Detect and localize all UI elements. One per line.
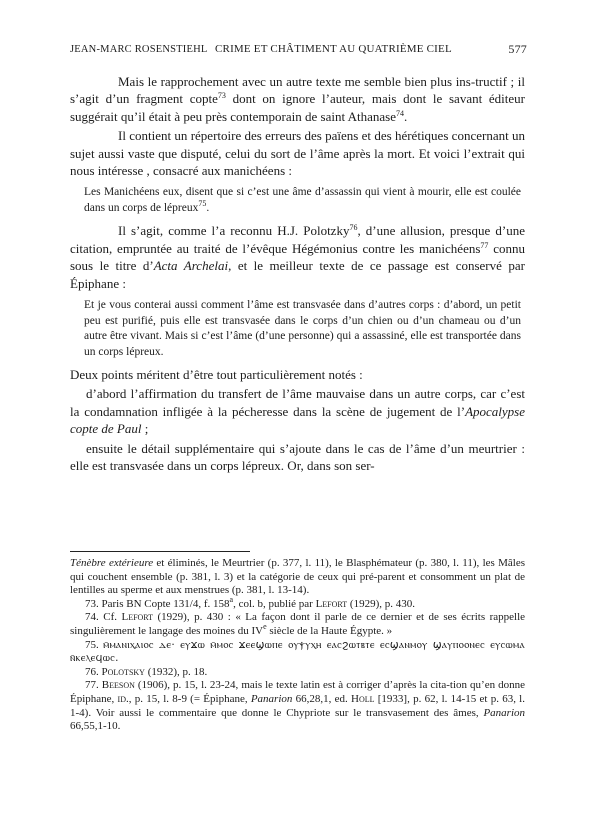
italic-title: Apocalypse copte de Paul: [70, 403, 525, 437]
text: , p. 15, l. 8-9 (= Épiphane,: [128, 692, 251, 705]
footnote-76: [70, 666, 525, 680]
text: d’abord l’affirmation du transfert de l’âme mauvaise dans un autre corps, car c’est la condamnation infligée à la pécheresse dans la scène de jugement de l’: [70, 386, 525, 419]
text: (1929), p. 430.: [347, 597, 415, 610]
footnote-77: [70, 679, 525, 733]
text: , col. b, publié par: [233, 597, 316, 610]
text: .: [206, 201, 210, 214]
text: dont on ignore l’auteur, mais dont le savant éditeur suggérait qu’il était à peu près contemporain de saint Athanase: [70, 91, 525, 124]
coptic-text: ⲙ̄ⲙⲁⲛⲓⲭⲁⲓⲟⲥ ⲇⲉ· ⲉⲩϫⲱ ⲙ̄ⲙⲟⲥ ϫⲉⲉϣⲱⲡⲉ ⲟⲩⲯⲩⲭⲏ ⲉⲁⲥϩⲱⲧⲃⲧⲉ ⲉⲥϣⲁⲛⲙⲟⲩ ϣⲁⲩⲡⲟⲟⲛⲉⲥ ⲉⲩⲥⲱⲙⲁ ⲛ̄ⲕⲉⲗⲉϥⲱⲥ.: [70, 638, 525, 665]
footnote-continuation: [70, 557, 525, 598]
superscript: e: [263, 621, 267, 631]
author-name: Beeson: [101, 679, 135, 692]
footnote-75: [70, 639, 525, 666]
footnote-ref[interactable]: 77: [480, 240, 489, 250]
text: 75.: [85, 638, 104, 651]
paragraph: Il contient un répertoire des erreurs des païens et des hérétiques concernant un sujet aussi vaste que disputé, celui du sort de l’âme après la mort. Et voici l’extrait qui nous intéresse , consacré aux manichéens :: [70, 128, 525, 179]
author-name: id.: [117, 692, 129, 705]
text: [1933], p. 62, l. 14-15 et p. 63, l. 1-4). Voir aussi le commentaire que donne le Chypriote sur le transvasement des âmes,: [70, 692, 525, 719]
author-name: Lefort: [121, 611, 154, 624]
footnote-73: [70, 594, 525, 612]
text: , d’une allusion, presque d’une citation, empruntée au traité de l’évêque Hégémonius contre les manichéens: [70, 223, 525, 256]
text: (1906), p. 15, l. 23-24, mais le texte latin est à corriger d’après la cita-tion qu’en donne Épiphane,: [70, 679, 525, 705]
paragraph: [70, 385, 525, 437]
footnote-ref[interactable]: 73: [217, 91, 226, 101]
text: .: [403, 108, 408, 124]
text: ;: [141, 421, 149, 437]
text: , et le meilleur texte de ce passage est conservé par Épiphane :: [70, 258, 525, 291]
italic-title: Panarion: [483, 706, 525, 719]
italic-title: Ténèbre extérieure: [70, 557, 154, 569]
footnote-ref[interactable]: 74: [395, 108, 404, 118]
text: connu sous le titre d’: [70, 240, 525, 274]
footnotes: [70, 557, 525, 734]
text: Les Manichéens eux, disent que si c’est une âme d’assassin qui vient à mourir, elle est coulée dans un corps de lépreux: [84, 186, 521, 214]
footnote-ref[interactable]: 76: [349, 223, 358, 233]
text: 74. Cf.: [85, 611, 122, 624]
text: 66,28,1, ed.: [292, 692, 352, 705]
running-header-title: CRIME ET CHÂTIMENT AU QUATRIÈME CIEL: [215, 43, 452, 55]
footnote-ref[interactable]: 75: [198, 198, 207, 208]
main-text: [70, 73, 525, 475]
text: (1929), p. 430 : « La façon dont il parle de ce dernier et de ses écrits rappelle singulièrement le langage des moines du IV: [70, 611, 526, 637]
text: Mais le rapprochement avec un autre texte me semble bien plus ins-tructif ; il s’agit d’un fragment copte: [70, 74, 525, 107]
text: 66,55,1-10.: [70, 720, 121, 733]
paragraph: Deux points méritent d’être tout particulièrement notés :: [70, 367, 363, 383]
text: 73. Paris BN Copte 131/4, f. 158: [85, 597, 230, 610]
paragraph: ensuite le détail supplémentaire qui s’ajoute dans le cas de l’âme d’un meurtrier : elle est transvasée dans un corps lépreux. Or, dans son ser-: [70, 440, 525, 474]
footnote-74: [70, 611, 525, 638]
text: 77.: [85, 679, 102, 692]
page-number: 577: [508, 42, 527, 56]
footnote-separator: [70, 551, 250, 552]
author-name: Lefort: [315, 597, 348, 610]
paragraph: [70, 73, 525, 125]
author-name: Holl: [351, 692, 375, 705]
text: et éliminés, le Meurtrier (p. 377, l. 11), le Blasphémateur (p. 380, l. 11), les Mâles qui couchent ensemble (p. 381, l. 3) et la catégorie de ceux qui pré-parent et consomment un plat de lentilles au sperme et aux menstrues (p. 381, l. 13-14).: [70, 557, 525, 597]
running-header-author: JEAN-MARC ROSENSTIEHL: [70, 44, 208, 55]
text: (1932), p. 18.: [144, 665, 208, 678]
block-quote: [70, 185, 525, 216]
author-name: Polotsky: [101, 665, 145, 678]
text: 76.: [85, 665, 102, 678]
paragraph: [70, 222, 525, 292]
text: siècle de la Haute Égypte. »: [266, 624, 393, 637]
italic-title: Panarion: [250, 692, 293, 705]
italic-title: Acta Archelai: [153, 258, 229, 274]
block-quote: Et je vous conterai aussi comment l’âme est transvasée dans d’autres corps : d’abord, un petit peu est purifié, puis elle est transvasée dans le corps d’un chien ou d’un chameau ou d’un autre être vivant. Mais si c’est l’âme (d’une personne) qui a assassiné, elle est transportée dans un corps lépreux.: [84, 299, 521, 358]
text: Il s’agit, comme l’a reconnu H.J. Polotzky: [118, 223, 350, 239]
superscript: a: [229, 594, 234, 604]
